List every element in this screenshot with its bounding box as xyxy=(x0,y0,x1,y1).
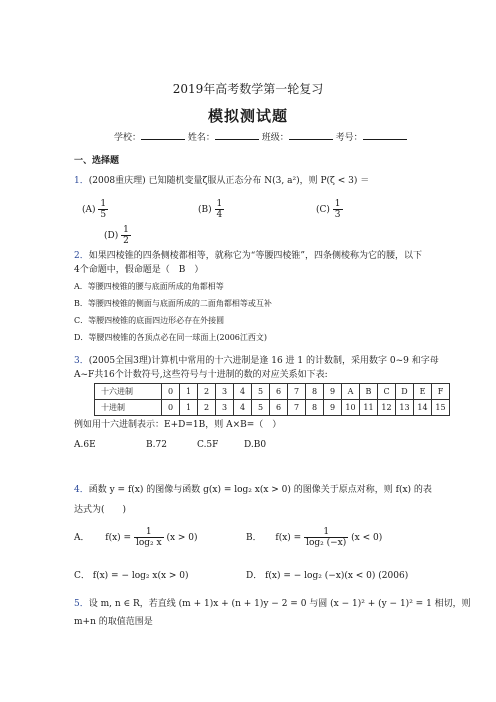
q2-option-c: C．等腰四棱锥的底面四边形必存在外接圆 xyxy=(74,316,225,325)
question-5-line-2: m+n 的取值范围是 xyxy=(74,617,153,627)
question-line-1: 设 m, n ∈ R，若直线 (m + 1)x + (n + 1)y − 2 = 0 与圆 (x − 1)² + (y − 1)² = 1 相切，则 xyxy=(88,599,471,609)
question-number: 3． xyxy=(74,356,89,366)
q2-option-d: D．等腰四棱锥的各顶点必在同一球面上(2006江西文) xyxy=(74,333,268,342)
option-label: A． xyxy=(74,533,90,543)
fraction xyxy=(98,199,108,220)
question-number: 5． xyxy=(74,599,89,609)
question-2-line-2: 4个命题中，假命题是（ B ） xyxy=(74,265,204,275)
denominator: 4 xyxy=(216,210,223,220)
table-cell: C xyxy=(378,384,396,400)
question-line-1: 如果四棱锥的四条侧棱都相等，就称它为“等腰四棱锥”，四条侧棱称为它的腰，以下 xyxy=(88,251,422,261)
numerator: 1 xyxy=(123,225,129,235)
name-blank xyxy=(215,130,259,140)
question-3-example: 例如用十六进制表示：E+D=1B，则 A×B=（ ） xyxy=(74,420,282,430)
q2-option-a: A．等腰四棱锥的腰与底面所成的角都相等 xyxy=(74,282,224,291)
exam-number-blank xyxy=(363,130,407,140)
question-5 xyxy=(74,599,471,610)
q3-option-c: C.5F xyxy=(197,440,219,450)
table-cell: 5 xyxy=(252,400,270,416)
class-label: 班级： xyxy=(261,133,289,143)
table-cell: 5 xyxy=(252,384,270,400)
table-cell: 8 xyxy=(306,384,324,400)
denominator: 5 xyxy=(100,210,107,220)
formula-condition: (x > 0) xyxy=(166,533,198,543)
q3-option-d: D.B0 xyxy=(244,440,267,450)
table-cell: 6 xyxy=(270,384,288,400)
info-fields xyxy=(114,130,407,144)
numerator: 1 xyxy=(145,527,152,537)
question-4-line-2: 达式为( ) xyxy=(74,505,127,515)
table-cell: 10 xyxy=(342,400,360,416)
school-label: 学校： xyxy=(114,133,142,143)
table-cell: 7 xyxy=(288,384,306,400)
exam-main-title: 模拟测试题 xyxy=(207,107,288,125)
question-2 xyxy=(74,251,422,262)
question-line-2: A~F共16个计数符号,这些符号与十进制的数的对应关系如下表: xyxy=(74,370,328,380)
q3-option-a: A.6E xyxy=(74,440,96,450)
question-3 xyxy=(74,356,439,367)
fraction xyxy=(121,225,131,246)
numerator: 1 xyxy=(334,199,341,209)
table-cell: 15 xyxy=(432,400,450,416)
denominator: log₂ x xyxy=(135,538,162,548)
table-cell: 8 xyxy=(306,400,324,416)
hex-decimal-table xyxy=(94,383,450,416)
option-label: (A) xyxy=(82,205,96,215)
table-cell: 3 xyxy=(216,384,234,400)
question-3-line-2-visible xyxy=(74,370,328,381)
option-label: (C) xyxy=(316,205,330,215)
table-cell: 1 xyxy=(180,400,198,416)
option-label: (D) xyxy=(104,231,119,241)
table-cell: 9 xyxy=(324,384,342,400)
table-row xyxy=(95,400,450,416)
question-number: 1． xyxy=(74,176,89,186)
table-cell: B xyxy=(360,384,378,400)
q1-option-d xyxy=(104,225,131,246)
table-cell: 9 xyxy=(324,400,342,416)
q4-option-d: D． f(x) = − log₂ (−x)(x < 0) (2006) xyxy=(246,571,409,581)
class-blank xyxy=(289,130,333,140)
row-header: 十六进制 xyxy=(95,384,162,400)
formula-lhs: f(x) = xyxy=(275,533,302,543)
exam-top-title: 2019年高考数学第一轮复习 xyxy=(172,82,324,96)
denominator: 3 xyxy=(334,210,341,220)
table-cell: 12 xyxy=(378,400,396,416)
q4-option-b xyxy=(246,527,382,548)
exam-number-label: 考号： xyxy=(335,133,363,143)
table-cell: 1 xyxy=(180,384,198,400)
table-cell: 4 xyxy=(234,384,252,400)
q1-option-c xyxy=(316,199,343,220)
question-number: 2． xyxy=(74,251,89,261)
table-cell: D xyxy=(396,384,414,400)
fraction xyxy=(134,527,164,548)
question-text: (2008重庆理) 已知随机变量ζ服从正态分布 N(3, a²)，则 P(ζ < 3) ＝ xyxy=(88,176,370,186)
name-label: 姓名： xyxy=(187,133,215,143)
q3-option-b: B.72 xyxy=(146,440,167,450)
fraction xyxy=(215,199,225,220)
numerator: 1 xyxy=(323,527,330,537)
numerator: 1 xyxy=(100,199,107,209)
table-cell: 0 xyxy=(162,384,180,400)
q4-option-c: C． f(x) = − log₂ x(x > 0) xyxy=(74,571,189,581)
table-cell: 2 xyxy=(198,384,216,400)
option-label: B． xyxy=(246,533,262,543)
formula-condition: (x < 0) xyxy=(351,533,383,543)
table-cell: 14 xyxy=(414,400,432,416)
section-heading: 一、选择题 xyxy=(74,156,120,166)
denominator: 2 xyxy=(123,236,129,246)
table-cell: 3 xyxy=(216,400,234,416)
table-cell: 7 xyxy=(288,400,306,416)
q1-option-b xyxy=(198,199,224,220)
school-blank xyxy=(141,130,185,140)
table-cell: 0 xyxy=(162,400,180,416)
table-cell: 13 xyxy=(396,400,414,416)
table-cell: 4 xyxy=(234,400,252,416)
question-line-1: 函数 y = f(x) 的图像与函数 g(x) = log₂ x(x > 0) 的图像关于原点对称，则 f(x) 的表 xyxy=(88,485,432,495)
table-cell: E xyxy=(414,384,432,400)
fraction xyxy=(333,199,343,220)
question-line-1: (2005全国3理)计算机中常用的十六进制是逢 16 进 1 的计数制，采用数字 0~9 和字母 xyxy=(88,356,439,366)
table-cell: F xyxy=(432,384,450,400)
q1-option-a xyxy=(82,199,108,220)
row-header: 十进制 xyxy=(95,400,162,416)
table-row xyxy=(95,384,450,400)
option-label: (B) xyxy=(198,205,212,215)
question-number: 4． xyxy=(74,485,89,495)
q4-option-a xyxy=(74,527,198,548)
q2-option-b: B．等腰四棱锥的侧面与底面所成的二面角都相等或互补 xyxy=(74,299,272,308)
table-cell: 2 xyxy=(198,400,216,416)
question-4 xyxy=(74,485,432,496)
table-cell: 6 xyxy=(270,400,288,416)
denominator: log₂ (−x) xyxy=(306,538,347,548)
formula-lhs: f(x) = xyxy=(105,533,132,543)
numerator: 1 xyxy=(216,199,223,209)
fraction xyxy=(304,527,348,548)
table-cell: 11 xyxy=(360,400,378,416)
table-cell: A xyxy=(342,384,360,400)
question-1 xyxy=(74,176,369,187)
